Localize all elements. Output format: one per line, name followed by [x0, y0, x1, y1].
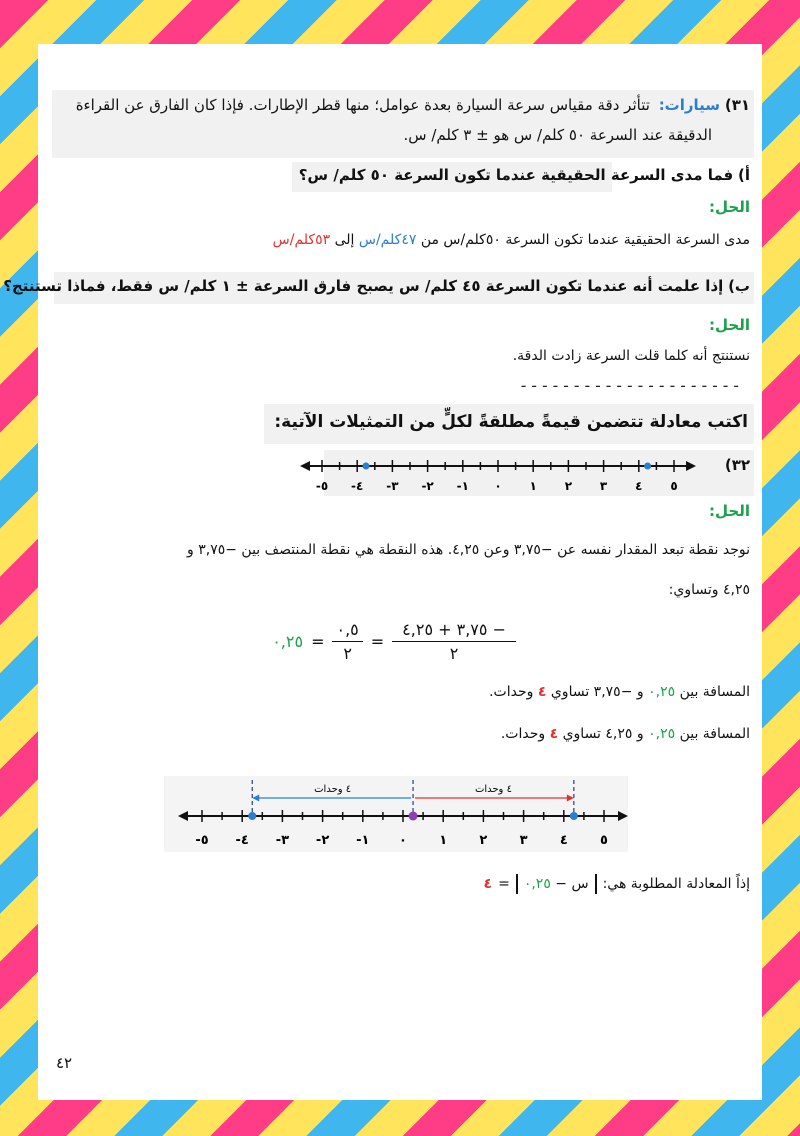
conclusion-eq: =: [498, 876, 510, 892]
answer-a: [273, 232, 750, 248]
part-b-question: [3, 277, 750, 295]
conclusion: [484, 874, 750, 894]
problem-number: ٣١): [724, 96, 750, 114]
distance-line-2: [501, 726, 750, 742]
page-number: ٤٢: [56, 1054, 73, 1072]
tick-label: ٣: [519, 833, 528, 848]
absolute-value-expression: [516, 874, 597, 894]
tick-label: ٤: [635, 479, 643, 493]
part-a-question: [299, 166, 750, 184]
distance-diagram: [178, 774, 628, 854]
solution-label: الحل:: [709, 198, 750, 216]
dist1-b: و −٣,٧٥ تساوي: [550, 684, 644, 700]
dist1-a: المسافة بين: [679, 684, 750, 700]
solution-label-b: الحل:: [709, 316, 750, 334]
tick-label: ٢: [479, 833, 488, 848]
para1-line1: نوجد نقطة تبعد المقدار نفسه عن −٣,٧٥ وعن ٤,٢٥. هذه النقطة هي نقطة المنتصف بين −٣,٧٥ و: [187, 542, 750, 558]
tick-label: ٠: [399, 833, 407, 848]
conclusion-s: س −: [555, 876, 589, 892]
answer-a-high: ٥٣كلم/س: [272, 232, 331, 248]
eq-num2: ٠,٥: [332, 620, 362, 642]
plotted-point: [644, 463, 651, 470]
tick-label: ١-: [456, 479, 469, 493]
dist2-b: و ٤,٢٥ تساوي: [562, 726, 644, 742]
point-right: [570, 812, 578, 820]
eq-den2: ٢: [343, 644, 352, 663]
eq-den: ٢: [449, 644, 459, 663]
dist2-a: المسافة بين: [679, 726, 750, 742]
answer-a-to: إلى: [334, 232, 355, 248]
distance-line-1: [489, 684, 750, 700]
problem-31-line1: [50, 96, 750, 114]
number-line-32: [300, 452, 696, 496]
right-arrowhead: [567, 795, 574, 802]
tick-label: ٥: [670, 479, 678, 493]
tick-label: ١: [439, 833, 448, 848]
separator: ---------------------: [518, 376, 742, 395]
tick-label: ٣: [599, 479, 608, 493]
eq-fraction-1: [392, 620, 516, 663]
part-b-label: ب): [728, 277, 750, 295]
part-a-text: فما مدى السرعة الحقيقية عندما تكون السرعة ٥٠ كلم/ س؟: [298, 166, 734, 184]
dist2-val: ٤: [549, 726, 559, 742]
point-midpoint: [409, 812, 418, 821]
tick-label: ٢-: [421, 479, 434, 493]
tick-label: ٥-: [195, 833, 209, 848]
tick-label: ٣-: [275, 833, 290, 848]
tick-label: ٥-: [315, 479, 329, 493]
page: [3, 44, 762, 1100]
dist2-mid: ٠,٢٥: [648, 726, 676, 742]
problem-31-line2: الدقيقة عند السرعة ٥٠ كلم/ س هو ± ٣ كلم/ س.: [403, 126, 712, 144]
para1-line2: ٤,٢٥ وتساوي:: [668, 582, 750, 598]
dist2-c: وحدات.: [500, 726, 546, 742]
tick-label: ٢: [564, 479, 573, 493]
conclusion-text: إذاً المعادلة المطلوبة هي:: [602, 876, 750, 892]
tick-label: ٢-: [315, 833, 330, 848]
midpoint-equation: ٠,٢٥ = $\frac{٠,٥}{٢}$ = $\frac{- ٣,٧٥ + ٤,٢٥}{٢}$: [272, 620, 516, 663]
conclusion-mid: ٠,٢٥: [523, 876, 551, 892]
left-arrowhead: [252, 795, 259, 802]
tick-label: ٠: [494, 479, 502, 493]
dist1-val: ٤: [537, 684, 547, 700]
tick-label: ٥: [600, 833, 608, 848]
eq-result: ٠,٢٥: [272, 632, 304, 651]
dist1-mid: ٠,٢٥: [648, 684, 676, 700]
plotted-point: [363, 463, 370, 470]
part-b-text: إذا علمت أنه عندما تكون السرعة ٤٥ كلم/ س يصبح فارق السرعة ± ١ كلم/ س فقط، فماذا تستنتج؟: [3, 277, 724, 295]
eq-fraction-2: [332, 620, 362, 663]
topic-label: سيارات:: [658, 96, 721, 114]
tick-label: ٤-: [235, 833, 249, 848]
left-caption: ٤ وحدات: [314, 784, 352, 795]
problem-32-number: ٣٢): [724, 456, 750, 474]
tick-label: ١-: [356, 833, 370, 848]
eq-num: − ٣,٧٥ + ٤,٢٥: [392, 620, 516, 642]
conclusion-val: ٤: [483, 876, 493, 892]
right-caption: ٤ وحدات: [474, 784, 512, 795]
point-left: [248, 812, 256, 820]
dist1-c: وحدات.: [489, 684, 534, 700]
part-a-label: أ): [738, 166, 750, 184]
tick-label: ٣-: [386, 479, 399, 493]
tick-label: ٤-: [351, 479, 364, 493]
tick-label: ٤: [559, 833, 568, 848]
tick-label: ١: [529, 479, 537, 493]
answer-a-text: مدى السرعة الحقيقية عندما تكون السرعة ٥٠كلم/س من: [420, 232, 750, 248]
answer-a-low: ٤٧كلم/س: [358, 232, 417, 248]
answer-b: نستنتج أنه كلما قلت السرعة زادت الدقة.: [512, 348, 750, 364]
section-heading: اكتب معادلة تتضمن قيمةً مطلقةً لكلٍّ من التمثيلات الآتية:: [274, 412, 748, 432]
solution-label-32: الحل:: [709, 502, 750, 520]
problem-text: تتأثر دقة مقياس سرعة السيارة بعدة عوامل؛ منها قطر الإطارات. فإذا كان الفارق عن القراءة: [75, 96, 650, 114]
